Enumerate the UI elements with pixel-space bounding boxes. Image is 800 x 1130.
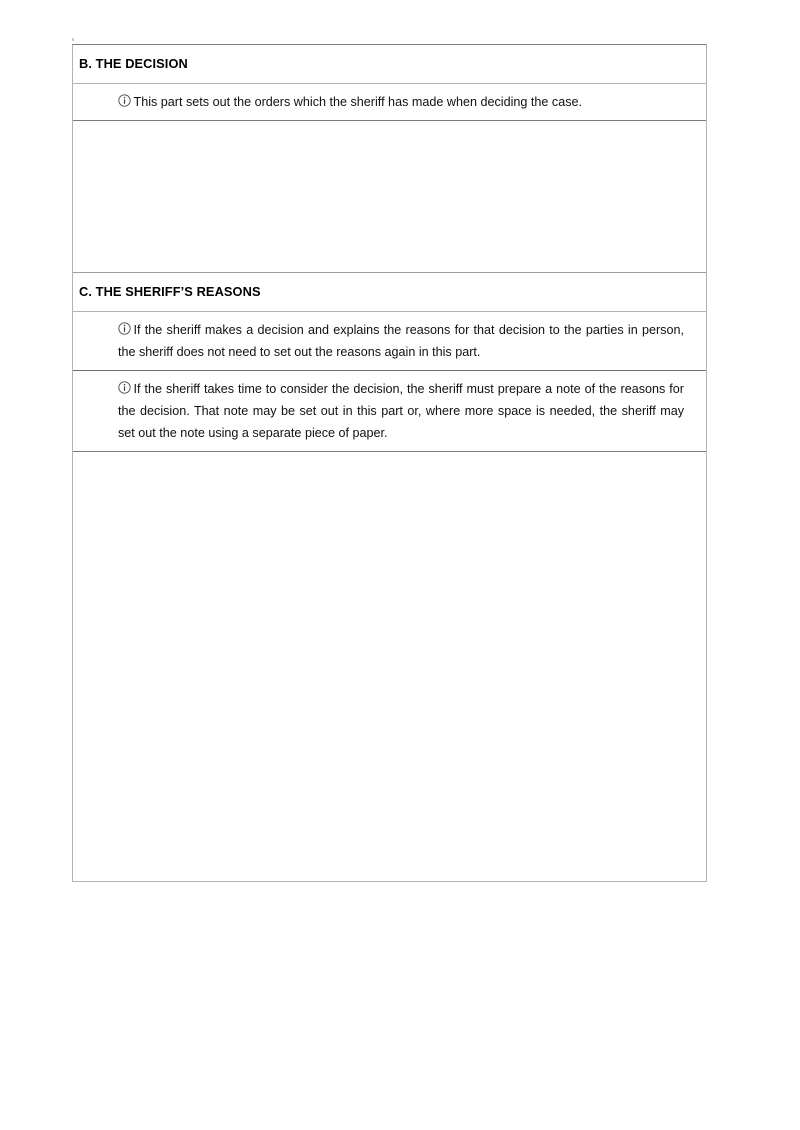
info-note-paragraph: [81, 91, 684, 113]
section-header-decision: B. THE DECISION: [73, 45, 706, 84]
decision-answer-area[interactable]: [73, 121, 706, 273]
page-top-tick-mark: [72, 38, 74, 41]
sheriffs-reasons-answer-area[interactable]: [73, 452, 706, 881]
info-circle-icon: [118, 94, 131, 107]
info-note-text: If the sheriff takes time to consider the decision, the sheriff must prepare a note of the reasons for the decision. That note may be set out in this part or, where more space is needed, the sheriff may set out the note using a separate piece of paper.: [118, 382, 684, 440]
info-group-decision: [73, 84, 706, 121]
section-header-sheriffs-reasons: C. THE SHERIFF’S REASONS: [73, 273, 706, 312]
info-note-row: [73, 371, 706, 451]
info-note-row: [73, 84, 706, 120]
info-group-sheriffs-reasons: [73, 312, 706, 452]
info-note-text: This part sets out the orders which the sheriff has made when deciding the case.: [133, 95, 582, 109]
decision-form-table: [72, 44, 707, 882]
info-circle-icon: [118, 381, 131, 394]
info-note-row: [73, 312, 706, 371]
info-note-paragraph: [81, 378, 684, 444]
info-note-text: If the sheriff makes a decision and explains the reasons for that decision to the parties in person, the sheriff does not need to set out the reasons again in this part.: [118, 323, 684, 359]
info-circle-icon: [118, 322, 131, 335]
info-note-paragraph: [81, 319, 684, 363]
